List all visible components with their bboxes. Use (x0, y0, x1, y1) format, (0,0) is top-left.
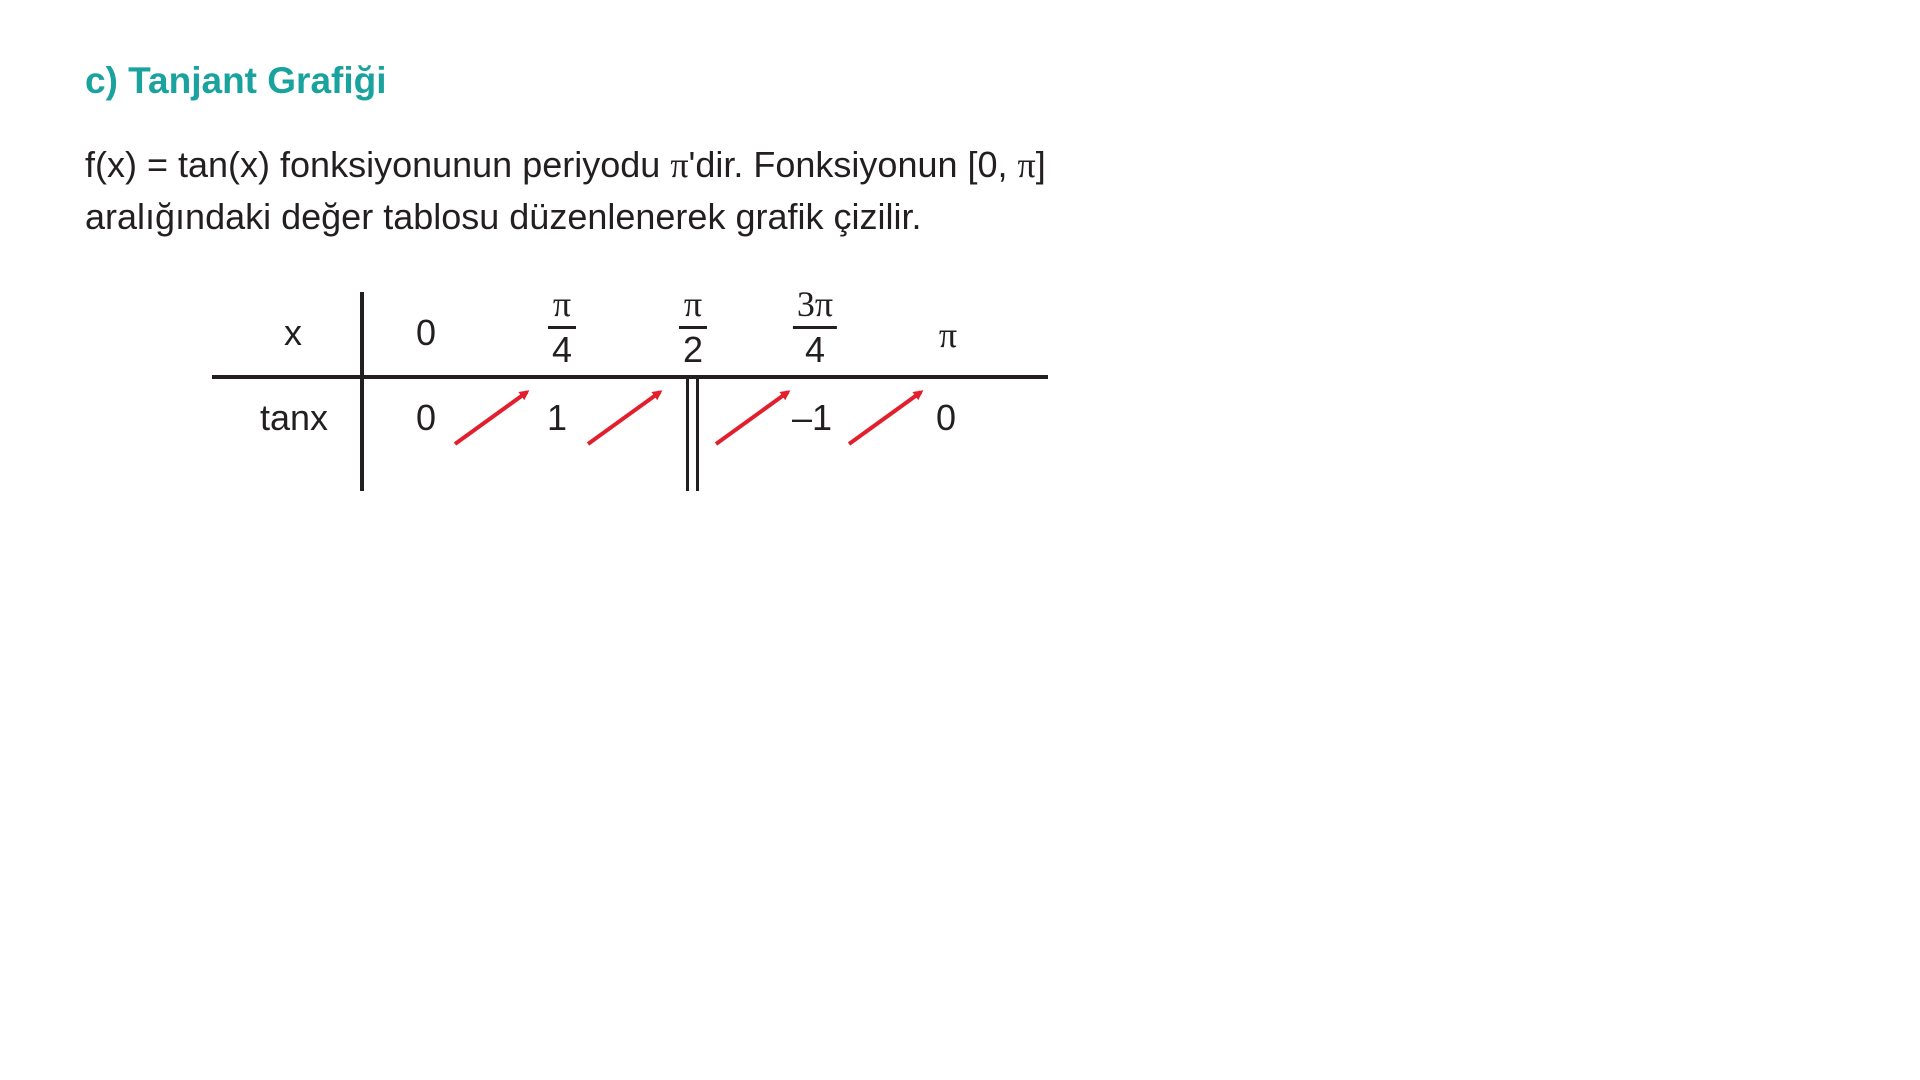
section-heading: c) Tanjant Grafiği (85, 60, 387, 101)
paragraph-text-a: f(x) = tan(x) fonksiyonunun periyodu (85, 144, 671, 185)
fraction-numerator: π (552, 284, 572, 324)
tanx-value-0: 0 (415, 397, 437, 438)
paragraph-text-b: 'dir. Fonksiyonun [0, (688, 144, 1018, 185)
fraction-denominator: 4 (804, 329, 826, 370)
tanx-value-minus-1: –1 (791, 397, 833, 438)
tanx-value-end: 0 (935, 397, 957, 438)
fraction-numerator: π (683, 284, 703, 324)
tanx-value-1: 1 (546, 397, 568, 438)
fraction-denominator: 4 (551, 329, 573, 370)
arrow-up-icon (455, 392, 527, 444)
x-value-0: 0 (415, 312, 437, 353)
fraction-numerator: 3π (796, 284, 834, 324)
arrow-up-icon (716, 392, 788, 444)
paragraph-line-2: aralığındaki değer tablosu düzenlenerek grafik çizilir. (85, 196, 922, 237)
fraction-denominator: 2 (682, 329, 704, 370)
pi-symbol: π (1017, 145, 1036, 185)
pi-symbol: π (670, 145, 689, 185)
x-row-label: x (284, 312, 302, 353)
arrow-up-icon (849, 392, 921, 444)
tanx-row-label: tanx (259, 397, 329, 438)
x-value-pi: π (938, 315, 958, 355)
paragraph-text-c: ] (1035, 144, 1046, 185)
arrow-up-icon (588, 392, 660, 444)
